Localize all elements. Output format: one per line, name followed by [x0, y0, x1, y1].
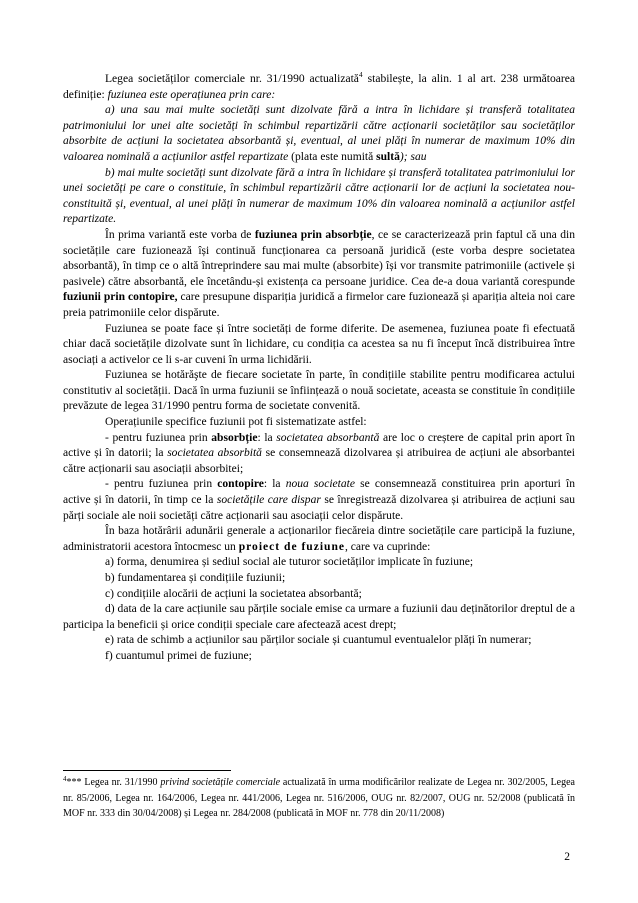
- list-item: b) fundamentarea și condițiile fuziunii;: [105, 572, 286, 584]
- footnote-separator: [63, 770, 231, 771]
- italic-text: societățile care dispar: [216, 494, 321, 507]
- italic-text: fuziunea este operațiunea prin care:: [107, 88, 276, 101]
- paragraph-forms: Fuziunea se poate face și între societăți de forme diferite. De asemenea, fuziunea poate fi efectuată chiar dacă societățile dizolvate sunt în lichidare, cu condiția ca acestea sa nu fi început încă distribuirea între asociați a activelor ce li s-ar cuveni în urma lichidării.: [63, 322, 575, 366]
- paragraph-merger-project: [63, 524, 575, 555]
- text: , ce se caracterizează prin faptul că una din societățile care fuzionează își continuă funcționarea ca persoană juridică (este vorba despre societatea absorbantă), în timp ce o altă întreprindere sau mai multe (absorbite) își vor transmite patrimoniile (activele și pasivele) către absorbantă, ele încetându-și existența ca persoane juridice. Cea de-a doua variantă corespunde: [63, 228, 575, 288]
- italic-text: privind societățile comerciale: [160, 777, 281, 788]
- text: - pentru fuziunea prin: [105, 478, 218, 491]
- bold-term: contopire: [217, 478, 264, 491]
- italic-text: a) una sau mai multe societăți sunt dizolvate fără a intra în lichidare și transferă totalitatea patrimoniului lor unei alte societăți în schimbul repartizării către acționarii societăților sau societăților absorbite de acțiuni la societatea absorbantă și, eventual, al unei plăți în numerar de maximum 10% din valoarea nominală a acțiunilor astfel repartizate: [63, 104, 575, 163]
- bold-term: sultă: [376, 150, 400, 163]
- paragraph-absorption: [63, 228, 575, 322]
- text: Legea societăților comerciale nr. 31/1990 actualizată: [105, 73, 359, 85]
- list-item: d) data de la care acțiunile sau părțile sociale emise ca urmare a fuziunii dau deținătorilor dreptul de a participa la beneficii și orice condiții speciale care afectează acest drept;: [63, 603, 575, 631]
- text: , care va cuprinde:: [345, 540, 431, 553]
- text: se înregistrează dizolvarea și atribuirea de acțiuni sau părți sociale ale noii societăți către acționarii sau asociații celor dispărute.: [63, 494, 575, 522]
- text: actualizată în urma modificărilor realizate de Legea nr. 302/2005, Legea nr. 85/2006, Legea nr. 164/2006, Legea nr. 441/2006, Legea nr. 516/2006, OUG nr. 82/2007, OUG nr. 52/2008 (publicată în MOF nr. 333 din 30/04/2008) și Legea nr. 284/2008 (publicată în MOF nr. 778 din 20/11/2008): [63, 777, 575, 820]
- list-item: f) cuantumul primei de fuziune;: [105, 649, 252, 662]
- text: În prima variantă este vorba de: [105, 228, 255, 241]
- text: se consemnează constituirea prin aporturi în active și în datorii, în timp ce la: [63, 478, 575, 507]
- italic-text: societatea absorbită: [167, 447, 262, 460]
- list-item: a) forma, denumirea și sediul social ale tuturor societăților implicate în fuziune;: [105, 556, 474, 569]
- bold-term: proiect de fuziune: [238, 540, 346, 553]
- footnote-reference[interactable]: 4: [358, 70, 363, 79]
- text: care presupune dispariția juridică a firmelor care fuzionează și apariția alteia noi care preia patrimoniile celor dispărute.: [63, 291, 575, 319]
- bold-term: absorbție: [211, 431, 258, 444]
- text: (plata este numită: [288, 150, 377, 163]
- text: *** Legea nr. 31/1990: [66, 777, 161, 788]
- bold-term: fuziunea prin absorbție: [254, 228, 372, 241]
- document-body: [63, 72, 575, 665]
- text: stabilește, la alin. 1 al art. 238 următoarea definiție:: [63, 73, 575, 101]
- paragraph-absorption-ops: [63, 431, 575, 478]
- italic-text: societatea absorbantă: [276, 431, 380, 444]
- paragraph-merger-ops: [63, 477, 575, 524]
- list-item: c) condițiile alocării de acțiuni la societatea absorbantă;: [105, 587, 362, 600]
- paragraph-variant-b: b) mai multe societăți sunt dizolvate fără a intra în lichidare și transferă totalitatea patrimoniului lor unei societăți pe care o constituie, în schimbul repartizării către acționarii lor de acțiuni la societatea nou-constituită și, eventual, al unei plăți în numerar de maximum 10% din valoarea nominală a acțiunilor astfel repartizate.: [63, 166, 575, 226]
- text: are loc o creștere de capital prin aport în active și în datorii; la: [63, 431, 575, 460]
- text: : la: [257, 431, 277, 444]
- italic-text: ); sau: [399, 150, 427, 163]
- text: : la: [263, 478, 286, 491]
- list-item: e) rata de schimb a acțiunilor sau părților sociale și cuantumul eventualelor plăți în numerar;: [105, 634, 532, 647]
- text: - pentru fuziunea prin: [105, 431, 212, 444]
- footnote-mark: 4: [63, 775, 67, 783]
- footnote: [63, 775, 575, 822]
- bold-term: fuziunii prin contopire,: [63, 291, 178, 304]
- text: În baza hotărârii adunării generale a acționarilor fiecăreia dintre societățile care participă la fuziune, administratorii acestora întocmesc un: [63, 525, 575, 553]
- italic-text: noua societate: [285, 478, 355, 491]
- paragraph-variant-a: [63, 103, 575, 165]
- page-number: 2: [564, 851, 570, 863]
- paragraph-decision: Fuziunea se hotărăşte de fiecare societate în parte, în condițiile stabilite pentru modificarea actului constitutiv al societății. Dacă în urma fuziunii se înființează o nouă societate, aceasta se constituie în condițiile prevăzute de legea 31/1990 pentru forma de societate convenită.: [63, 369, 575, 413]
- paragraph-operations-intro: Operațiunile specifice fuziunii pot fi sistematizate astfel:: [105, 416, 367, 429]
- paragraph-definition-intro: [63, 72, 575, 103]
- text: se consemnează dizolvarea și atribuirea de acțiuni ale absorbantei către acționarii sau asociații absorbitei;: [63, 447, 575, 475]
